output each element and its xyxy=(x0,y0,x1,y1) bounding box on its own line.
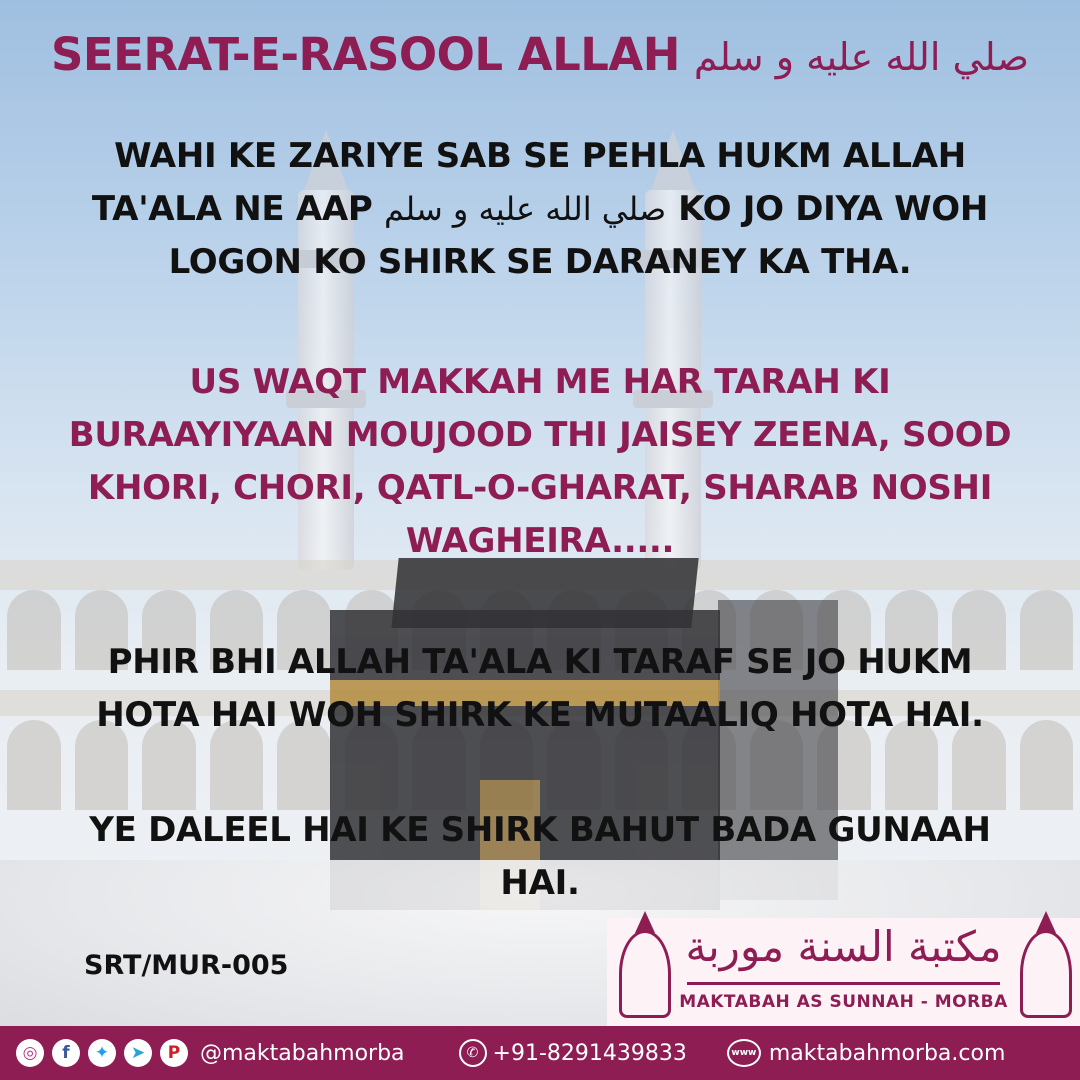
page-title: SEERAT-E-RASOOL ALLAH xyxy=(50,28,680,81)
website-link[interactable]: maktabahmorba.com xyxy=(768,1040,1006,1066)
whatsapp-icon[interactable]: ✆ xyxy=(459,1039,487,1067)
paragraph-1-line-2-after: KO JO DIYA WOH xyxy=(678,189,989,229)
paragraph-1-line-2-before: TA'ALA NE AAP xyxy=(91,189,373,229)
paragraph-2 xyxy=(40,356,1040,568)
www-icon[interactable]: www xyxy=(727,1039,761,1067)
paragraph-3 xyxy=(40,636,1040,742)
paragraph-2-line-3: KHORI, CHORI, QATL-O-GHARAT, SHARAB NOSHI xyxy=(87,468,993,508)
pen-nib-icon xyxy=(1020,930,1072,1018)
paragraph-4-line-2: HAI. xyxy=(500,863,580,903)
logo-divider xyxy=(687,982,1000,985)
twitter-icon[interactable]: ✦ xyxy=(88,1039,116,1067)
paragraph-2-line-1: US WAQT MAKKAH ME HAR TARAH KI xyxy=(189,362,891,402)
paragraph-1-line-2-arabic: صلي الله عليه و سلم xyxy=(384,190,667,228)
pinterest-icon[interactable]: P xyxy=(160,1039,188,1067)
pen-nib-icon xyxy=(619,930,671,1018)
logo-arabic-text: مكتبة السنة موربة xyxy=(685,922,1002,971)
paragraph-1-line-3: LOGON KO SHIRK SE DARANEY KA THA. xyxy=(168,242,912,282)
paragraph-1 xyxy=(40,130,1040,289)
paragraph-1-line-1: WAHI KE ZARIYE SAB SE PEHLA HUKM ALLAH xyxy=(114,136,966,176)
paragraph-4-line-1: YE DALEEL HAI KE SHIRK BAHUT BADA GUNAAH xyxy=(89,810,991,850)
paragraph-1-line-2 xyxy=(40,183,1040,236)
post-code: SRT/MUR-005 xyxy=(84,950,289,981)
maktabah-logo xyxy=(607,918,1080,1026)
page-title-arabic: صلي الله عليه و سلم xyxy=(693,35,1030,79)
telegram-icon[interactable]: ➤ xyxy=(124,1039,152,1067)
instagram-icon[interactable]: ◎ xyxy=(16,1039,44,1067)
paragraph-3-line-2: HOTA HAI WOH SHIRK KE MUTAALIQ HOTA HAI. xyxy=(96,695,984,735)
page-header xyxy=(0,28,1080,81)
paragraph-2-line-2: BURAAYIYAAN MOUJOOD THI JAISEY ZEENA, SOOD xyxy=(68,415,1012,455)
phone-number[interactable]: +91-8291439833 xyxy=(492,1040,687,1066)
social-handle[interactable]: @maktabahmorba xyxy=(200,1040,405,1066)
logo-english-text: MAKTABAH AS SUNNAH - MORBA xyxy=(679,992,1008,1012)
paragraph-4 xyxy=(40,804,1040,910)
paragraph-3-line-1: PHIR BHI ALLAH TA'ALA KI TARAF SE JO HUKM xyxy=(107,642,973,682)
facebook-icon[interactable]: f xyxy=(52,1039,80,1067)
footer-bar xyxy=(0,1026,1080,1080)
paragraph-2-line-4: WAGHEIRA..... xyxy=(405,521,675,561)
